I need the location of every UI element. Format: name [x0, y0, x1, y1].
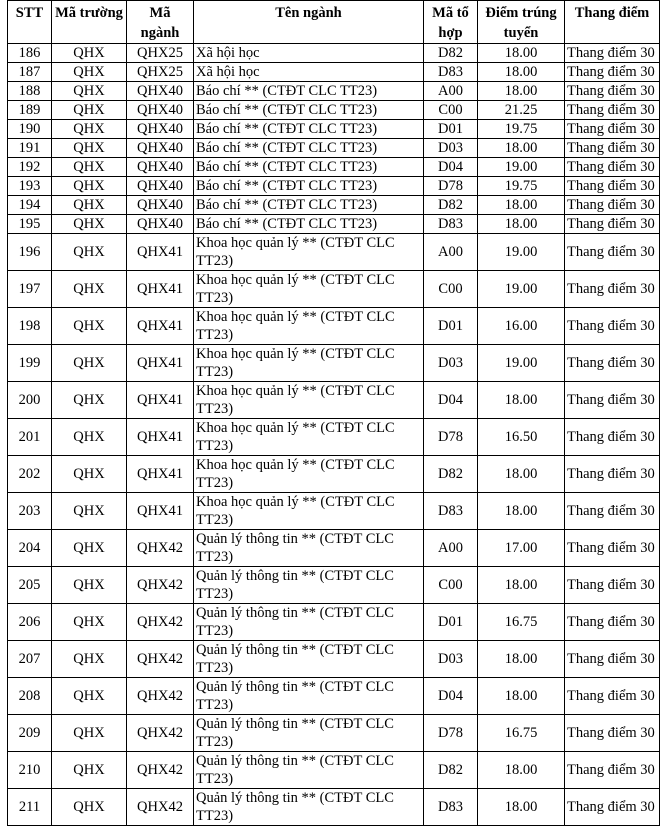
cell-ma-nganh: QHX42 [127, 604, 194, 641]
cell-thang-diem: Thang điểm 30 [565, 530, 660, 567]
admission-scores-table [7, 0, 660, 826]
cell-ma-nganh: QHX40 [127, 196, 194, 215]
cell-ma-nganh: QHX41 [127, 456, 194, 493]
cell-ma-to-hop: D83 [424, 215, 478, 234]
cell-ten-nganh: Xã hội học [194, 63, 424, 82]
cell-thang-diem: Thang điểm 30 [565, 493, 660, 530]
cell-thang-diem: Thang điểm 30 [565, 382, 660, 419]
cell-stt: 190 [8, 120, 52, 139]
cell-ten-nganh: Quản lý thông tin ** (CTĐT CLC TT23) [194, 678, 424, 715]
cell-diem: 18.00 [478, 493, 565, 530]
cell-ma-nganh: QHX41 [127, 234, 194, 271]
cell-stt: 205 [8, 567, 52, 604]
cell-ma-truong: QHX [52, 82, 127, 101]
table-row [8, 63, 660, 82]
header-row [8, 1, 660, 44]
cell-ten-nganh: Khoa học quản lý ** (CTĐT CLC TT23) [194, 419, 424, 456]
cell-stt: 210 [8, 752, 52, 789]
cell-diem: 17.00 [478, 530, 565, 567]
table-row [8, 715, 660, 752]
table-row [8, 789, 660, 826]
cell-ma-to-hop: D01 [424, 308, 478, 345]
cell-diem: 18.00 [478, 139, 565, 158]
cell-ma-nganh: QHX40 [127, 139, 194, 158]
cell-ma-truong: QHX [52, 345, 127, 382]
cell-stt: 207 [8, 641, 52, 678]
cell-thang-diem: Thang điểm 30 [565, 234, 660, 271]
cell-thang-diem: Thang điểm 30 [565, 158, 660, 177]
cell-diem: 19.00 [478, 158, 565, 177]
cell-ma-nganh: QHX42 [127, 530, 194, 567]
cell-ten-nganh: Báo chí ** (CTĐT CLC TT23) [194, 101, 424, 120]
cell-ma-to-hop: C00 [424, 567, 478, 604]
cell-ma-to-hop: A00 [424, 530, 478, 567]
cell-ma-nganh: QHX25 [127, 44, 194, 63]
cell-ma-nganh: QHX40 [127, 215, 194, 234]
cell-stt: 198 [8, 308, 52, 345]
cell-ma-nganh: QHX42 [127, 678, 194, 715]
cell-thang-diem: Thang điểm 30 [565, 456, 660, 493]
cell-ma-truong: QHX [52, 641, 127, 678]
cell-ma-truong: QHX [52, 752, 127, 789]
cell-ma-nganh: QHX40 [127, 120, 194, 139]
cell-ma-nganh: QHX41 [127, 308, 194, 345]
cell-ma-truong: QHX [52, 604, 127, 641]
cell-stt: 187 [8, 63, 52, 82]
cell-ma-nganh: QHX41 [127, 493, 194, 530]
header-stt: STT [8, 1, 52, 44]
cell-stt: 211 [8, 789, 52, 826]
table-row [8, 493, 660, 530]
cell-ma-to-hop: D83 [424, 493, 478, 530]
table-row [8, 139, 660, 158]
cell-thang-diem: Thang điểm 30 [565, 271, 660, 308]
cell-thang-diem: Thang điểm 30 [565, 789, 660, 826]
cell-stt: 192 [8, 158, 52, 177]
cell-thang-diem: Thang điểm 30 [565, 604, 660, 641]
cell-ma-to-hop: D03 [424, 641, 478, 678]
cell-diem: 19.00 [478, 234, 565, 271]
cell-ma-to-hop: C00 [424, 271, 478, 308]
cell-ma-truong: QHX [52, 678, 127, 715]
cell-ten-nganh: Báo chí ** (CTĐT CLC TT23) [194, 120, 424, 139]
cell-ma-nganh: QHX41 [127, 419, 194, 456]
cell-ma-truong: QHX [52, 456, 127, 493]
table-row [8, 158, 660, 177]
cell-diem: 18.00 [478, 382, 565, 419]
table-row [8, 567, 660, 604]
cell-ten-nganh: Quản lý thông tin ** (CTĐT CLC TT23) [194, 752, 424, 789]
cell-ten-nganh: Khoa học quản lý ** (CTĐT CLC TT23) [194, 456, 424, 493]
table-row [8, 604, 660, 641]
cell-diem: 19.00 [478, 271, 565, 308]
cell-stt: 186 [8, 44, 52, 63]
cell-ma-truong: QHX [52, 177, 127, 196]
cell-ten-nganh: Báo chí ** (CTĐT CLC TT23) [194, 196, 424, 215]
table-row [8, 419, 660, 456]
cell-diem: 16.75 [478, 715, 565, 752]
cell-thang-diem: Thang điểm 30 [565, 44, 660, 63]
cell-ten-nganh: Quản lý thông tin ** (CTĐT CLC TT23) [194, 789, 424, 826]
cell-stt: 189 [8, 101, 52, 120]
cell-ten-nganh: Báo chí ** (CTĐT CLC TT23) [194, 82, 424, 101]
cell-ten-nganh: Khoa học quản lý ** (CTĐT CLC TT23) [194, 382, 424, 419]
cell-ten-nganh: Quản lý thông tin ** (CTĐT CLC TT23) [194, 641, 424, 678]
table-row [8, 215, 660, 234]
cell-stt: 208 [8, 678, 52, 715]
cell-thang-diem: Thang điểm 30 [565, 641, 660, 678]
cell-ma-truong: QHX [52, 196, 127, 215]
cell-ma-nganh: QHX42 [127, 567, 194, 604]
cell-ten-nganh: Báo chí ** (CTĐT CLC TT23) [194, 177, 424, 196]
cell-ma-truong: QHX [52, 120, 127, 139]
cell-stt: 202 [8, 456, 52, 493]
cell-diem: 16.00 [478, 308, 565, 345]
cell-ma-nganh: QHX42 [127, 789, 194, 826]
table-row [8, 234, 660, 271]
cell-diem: 18.00 [478, 196, 565, 215]
table-row [8, 101, 660, 120]
cell-diem: 18.00 [478, 678, 565, 715]
cell-ten-nganh: Khoa học quản lý ** (CTĐT CLC TT23) [194, 271, 424, 308]
cell-stt: 191 [8, 139, 52, 158]
cell-stt: 188 [8, 82, 52, 101]
header-ma-to-hop: Mã tổ hợp [424, 1, 478, 44]
cell-stt: 201 [8, 419, 52, 456]
cell-ma-to-hop: D04 [424, 158, 478, 177]
cell-thang-diem: Thang điểm 30 [565, 215, 660, 234]
cell-diem: 19.75 [478, 120, 565, 139]
cell-ma-to-hop: D04 [424, 678, 478, 715]
cell-ma-to-hop: A00 [424, 82, 478, 101]
table-row [8, 308, 660, 345]
cell-thang-diem: Thang điểm 30 [565, 419, 660, 456]
table-row [8, 382, 660, 419]
header-ma-nganh: Mã ngành [127, 1, 194, 44]
cell-ma-nganh: QHX42 [127, 641, 194, 678]
cell-thang-diem: Thang điểm 30 [565, 715, 660, 752]
cell-thang-diem: Thang điểm 30 [565, 196, 660, 215]
cell-stt: 206 [8, 604, 52, 641]
table-row [8, 530, 660, 567]
cell-ten-nganh: Báo chí ** (CTĐT CLC TT23) [194, 215, 424, 234]
cell-diem: 16.50 [478, 419, 565, 456]
cell-ma-nganh: QHX25 [127, 63, 194, 82]
cell-stt: 197 [8, 271, 52, 308]
cell-ma-to-hop: A00 [424, 234, 478, 271]
cell-ten-nganh: Báo chí ** (CTĐT CLC TT23) [194, 158, 424, 177]
cell-ma-truong: QHX [52, 139, 127, 158]
cell-stt: 204 [8, 530, 52, 567]
table-row [8, 456, 660, 493]
cell-ma-truong: QHX [52, 63, 127, 82]
cell-stt: 193 [8, 177, 52, 196]
table-row [8, 345, 660, 382]
cell-ma-nganh: QHX42 [127, 715, 194, 752]
cell-diem: 18.00 [478, 63, 565, 82]
cell-stt: 194 [8, 196, 52, 215]
cell-ma-truong: QHX [52, 101, 127, 120]
cell-ten-nganh: Quản lý thông tin ** (CTĐT CLC TT23) [194, 715, 424, 752]
header-ten-nganh: Tên ngành [194, 1, 424, 44]
cell-thang-diem: Thang điểm 30 [565, 63, 660, 82]
table-row [8, 641, 660, 678]
cell-stt: 195 [8, 215, 52, 234]
cell-ma-truong: QHX [52, 530, 127, 567]
cell-thang-diem: Thang điểm 30 [565, 308, 660, 345]
cell-ten-nganh: Khoa học quản lý ** (CTĐT CLC TT23) [194, 234, 424, 271]
cell-ma-to-hop: D01 [424, 604, 478, 641]
cell-ma-nganh: QHX41 [127, 271, 194, 308]
cell-ma-truong: QHX [52, 215, 127, 234]
cell-stt: 199 [8, 345, 52, 382]
cell-ma-truong: QHX [52, 158, 127, 177]
table-row [8, 678, 660, 715]
cell-ma-truong: QHX [52, 271, 127, 308]
cell-ma-truong: QHX [52, 789, 127, 826]
cell-diem: 18.00 [478, 44, 565, 63]
cell-ma-truong: QHX [52, 234, 127, 271]
cell-ma-to-hop: D82 [424, 752, 478, 789]
cell-ma-truong: QHX [52, 567, 127, 604]
cell-ma-truong: QHX [52, 493, 127, 530]
cell-ten-nganh: Báo chí ** (CTĐT CLC TT23) [194, 139, 424, 158]
cell-ma-to-hop: D78 [424, 419, 478, 456]
cell-thang-diem: Thang điểm 30 [565, 82, 660, 101]
cell-ma-to-hop: D03 [424, 345, 478, 382]
cell-thang-diem: Thang điểm 30 [565, 139, 660, 158]
table-row [8, 752, 660, 789]
cell-ma-truong: QHX [52, 419, 127, 456]
header-diem-trung-tuyen: Điểm trúng tuyển [478, 1, 565, 44]
cell-ten-nganh: Quản lý thông tin ** (CTĐT CLC TT23) [194, 530, 424, 567]
cell-ma-truong: QHX [52, 382, 127, 419]
header-ma-truong: Mã trường [52, 1, 127, 44]
cell-diem: 18.00 [478, 82, 565, 101]
cell-diem: 16.75 [478, 604, 565, 641]
table-row [8, 196, 660, 215]
cell-ma-to-hop: D78 [424, 715, 478, 752]
cell-ten-nganh: Khoa học quản lý ** (CTĐT CLC TT23) [194, 345, 424, 382]
table-row [8, 82, 660, 101]
cell-thang-diem: Thang điểm 30 [565, 345, 660, 382]
cell-ten-nganh: Quản lý thông tin ** (CTĐT CLC TT23) [194, 567, 424, 604]
cell-diem: 18.00 [478, 752, 565, 789]
cell-ma-truong: QHX [52, 308, 127, 345]
cell-ma-to-hop: D83 [424, 63, 478, 82]
cell-ma-to-hop: D04 [424, 382, 478, 419]
table-row [8, 44, 660, 63]
cell-stt: 203 [8, 493, 52, 530]
cell-diem: 19.00 [478, 345, 565, 382]
cell-ma-to-hop: D82 [424, 196, 478, 215]
cell-thang-diem: Thang điểm 30 [565, 567, 660, 604]
cell-ten-nganh: Khoa học quản lý ** (CTĐT CLC TT23) [194, 308, 424, 345]
cell-ma-to-hop: D78 [424, 177, 478, 196]
cell-ma-truong: QHX [52, 715, 127, 752]
cell-ma-nganh: QHX41 [127, 382, 194, 419]
cell-stt: 209 [8, 715, 52, 752]
cell-diem: 18.00 [478, 567, 565, 604]
cell-thang-diem: Thang điểm 30 [565, 678, 660, 715]
table-row [8, 271, 660, 308]
cell-ten-nganh: Khoa học quản lý ** (CTĐT CLC TT23) [194, 493, 424, 530]
cell-ma-to-hop: D01 [424, 120, 478, 139]
cell-ma-nganh: QHX40 [127, 158, 194, 177]
cell-diem: 21.25 [478, 101, 565, 120]
cell-stt: 200 [8, 382, 52, 419]
cell-thang-diem: Thang điểm 30 [565, 752, 660, 789]
cell-diem: 19.75 [478, 177, 565, 196]
cell-ma-to-hop: D03 [424, 139, 478, 158]
cell-ma-to-hop: D83 [424, 789, 478, 826]
cell-diem: 18.00 [478, 789, 565, 826]
cell-thang-diem: Thang điểm 30 [565, 101, 660, 120]
cell-thang-diem: Thang điểm 30 [565, 177, 660, 196]
cell-thang-diem: Thang điểm 30 [565, 120, 660, 139]
cell-ma-nganh: QHX40 [127, 82, 194, 101]
cell-ma-to-hop: D82 [424, 456, 478, 493]
cell-diem: 18.00 [478, 641, 565, 678]
cell-ma-to-hop: C00 [424, 101, 478, 120]
cell-diem: 18.00 [478, 215, 565, 234]
cell-ma-nganh: QHX42 [127, 752, 194, 789]
cell-diem: 18.00 [478, 456, 565, 493]
cell-stt: 196 [8, 234, 52, 271]
cell-ten-nganh: Quản lý thông tin ** (CTĐT CLC TT23) [194, 604, 424, 641]
cell-ma-truong: QHX [52, 44, 127, 63]
cell-ma-nganh: QHX41 [127, 345, 194, 382]
cell-ma-to-hop: D82 [424, 44, 478, 63]
cell-ten-nganh: Xã hội học [194, 44, 424, 63]
cell-ma-nganh: QHX40 [127, 177, 194, 196]
table-row [8, 177, 660, 196]
cell-ma-nganh: QHX40 [127, 101, 194, 120]
table-row [8, 120, 660, 139]
header-thang-diem: Thang điểm [565, 1, 660, 44]
